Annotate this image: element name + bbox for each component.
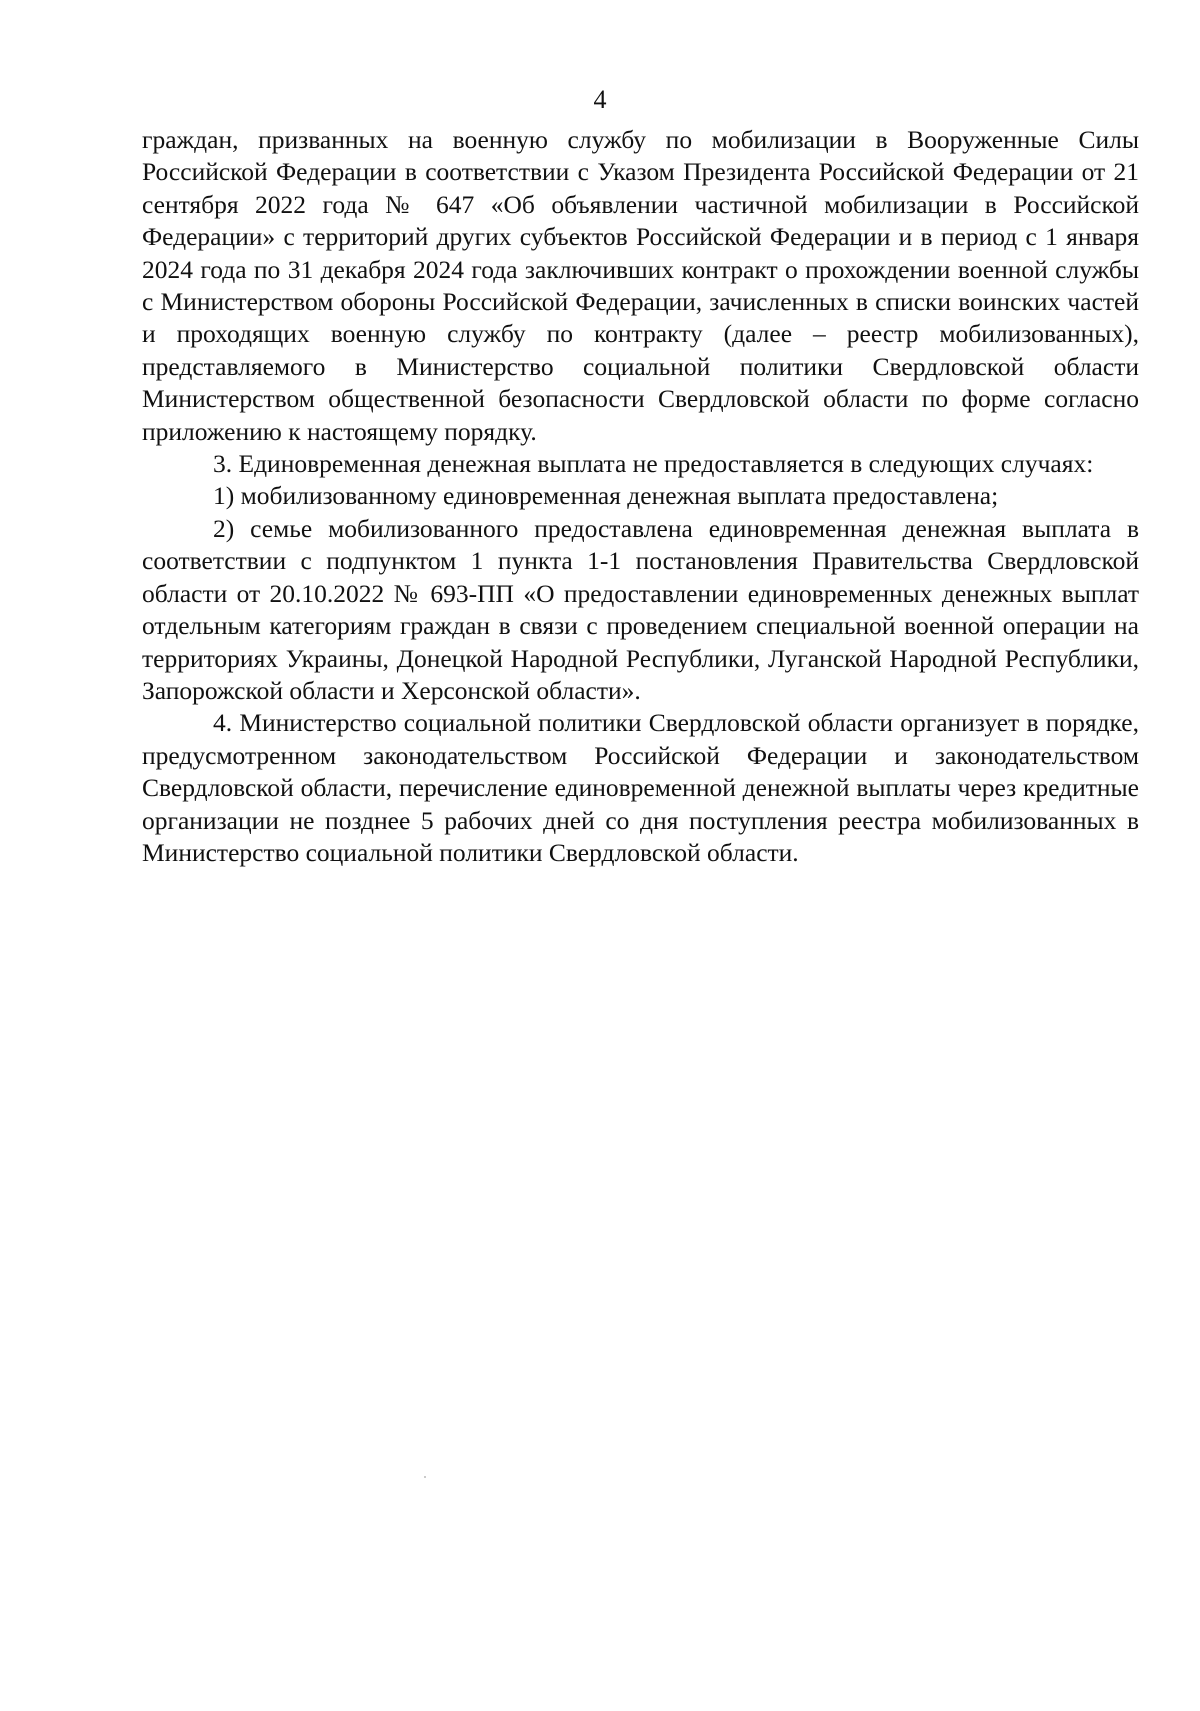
paragraph-subitem-2: 2) семье мобилизованного предоставлена единовременная денежная выплата в соответствии с подпунктом 1 пункта 1-1 постановления Правительства Свердловской области от 20.10.2022 № 693-ПП «О предоставлении единовременных денежных выплат отдельным категориям граждан в связи с проведением специальной военной операции на территориях Украины, Донецкой Народной Республики, Луганской Народной Республики, Запорожской области и Херсонской области». [142,513,1139,705]
paragraph-item-3: 3. Единовременная денежная выплата не предоставляется в следующих случаях: [213,449,1094,479]
scan-speck [424,1476,426,1478]
paragraph-subitem-1: 1) мобилизованному единовременная денежная выплата предоставлена; [213,481,999,511]
paragraph-item-4: 4. Министерство социальной политики Свердловской области организует в порядке, предусмотренном законодательством Российской Федерации и законодательством Свердловской области, перечисление единовременной денежной выплаты через кредитные организации не позднее 5 рабочих дней со дня поступления реестра мобилизованных в Министерство социальной политики Свердловской области. [142,708,1139,867]
paragraph-continuation: граждан, призванных на военную службу по мобилизации в Вооруженные Силы Российской Федерации в соответствии с Указом Президента Российской Федерации от 21 сентября 2022 года № 647 «Об объявлении частичной мобилизации в Российской Федерации» с территорий других субъектов Российской Федерации и в период с 1 января 2024 года по 31 декабря 2024 года заключивших контракт о прохождении военной службы с Министерством обороны Российской Федерации, зачисленных в списки воинских частей и проходящих военную службу по контракту (далее – реестр мобилизованных), представляемого в Министерство социальной политики Свердловской области Министерством общественной безопасности Свердловской области по форме согласно приложению к настоящему порядку. [142,125,1139,446]
document-body [142,124,1139,869]
page-number: 4 [593,85,607,114]
